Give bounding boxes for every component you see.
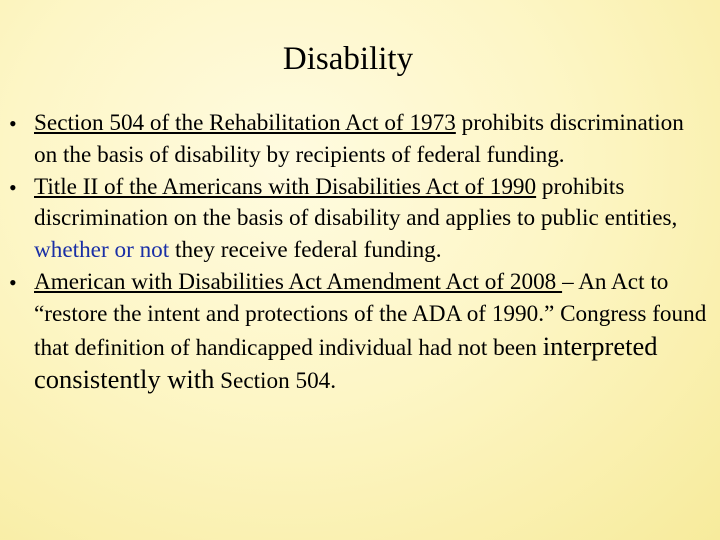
large-text: interpreted consistently with [34,330,658,395]
bullet-text: prohibits discrimination on the basis of disability and applies to public entities, [34,173,678,232]
bullet-item-title-ii [0,172,712,267]
bullet-text: they receive federal funding. [169,237,442,264]
bullet-dot-icon: • [9,111,17,136]
title-ii-link[interactable]: Title II of the Americans with Disabilities Act of 1990 [34,173,537,200]
bullet-list [0,108,712,398]
ada-amendment-link[interactable]: American with Disabilities Act Amendment Act of 2008 [34,268,563,295]
slide-title: Disability [282,41,414,77]
bullet-text: prohibits discrimination on the basis of disability by recipients of federal funding. [34,110,684,168]
bullet-item-section-504 [0,108,712,172]
bullet-dot-icon: • [9,174,17,200]
bullet-text: – An Act to “restore the intent and protections of the ADA of 1990.” Congress found that definition of handicapped individual had not been [34,268,707,361]
bullet-item-ada-amendment [0,267,712,398]
highlighted-text: whether or not [34,237,170,264]
bullet-dot-icon: • [9,269,17,295]
bullet-text: Section 504. [214,368,337,395]
section-504-link[interactable]: Section 504 of the Rehabilitation Act of 1973 [34,110,456,136]
